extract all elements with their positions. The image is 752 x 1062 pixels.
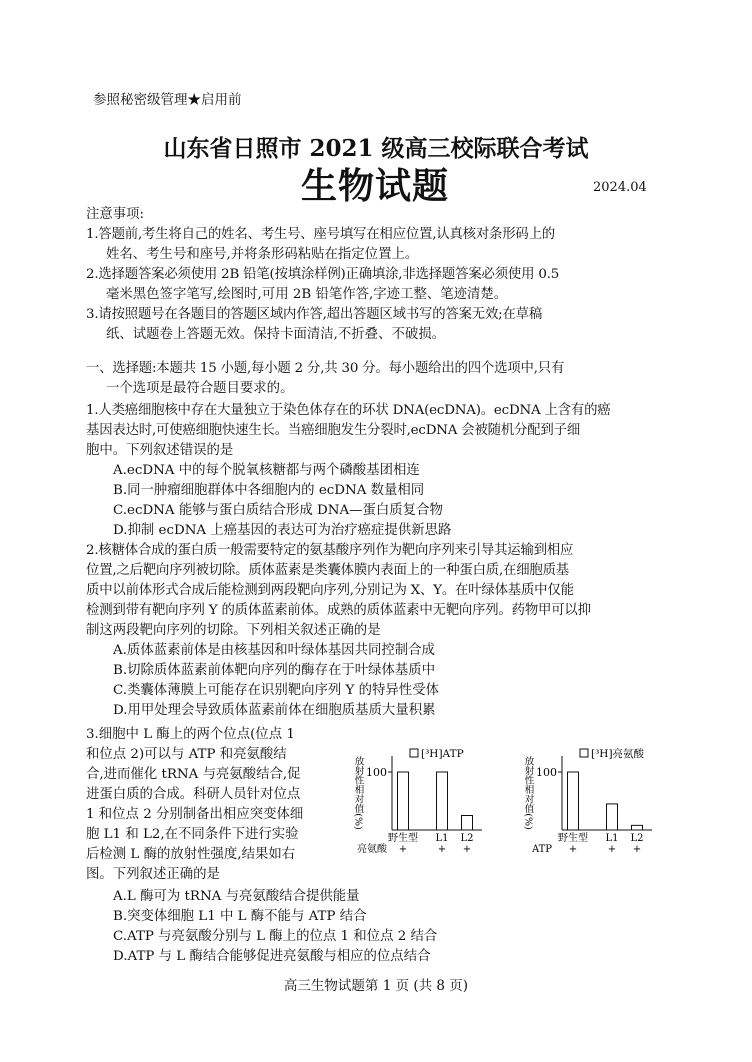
notice-item-2-line-2: 毫米黑色签字笔写,绘图时,可用 2B 铅笔作答,字迹工整、笔迹清楚。 bbox=[106, 287, 508, 302]
notice-item-3-line-1: 3.请按照题号在各题目的答题区域内作答,超出答题区域书写的答案无效;在草稿 bbox=[86, 307, 543, 322]
q3-stem-line-4: 进蛋白质的合成。科研人员针对位点 bbox=[86, 787, 301, 802]
q1-stem-line-2: 基因表达时,可使癌细胞快速生长。当癌细胞发生分裂时,ecDNA 会被随机分配到子细 bbox=[86, 423, 581, 438]
x-tick-label: L2 bbox=[460, 833, 474, 844]
q2-stem-line-4: 检测到带有靶向序列 Y 的质体蓝素前体。成熟的质体蓝素中无靶向序列。药物甲可以抑 bbox=[86, 603, 591, 618]
q2-option-d: D.用甲处理会导致质体蓝素前体在细胞质基质大量积累 bbox=[113, 703, 436, 718]
q2-stem-line-1: 2.核糖体合成的蛋白质一般需要特定的氨基酸序列作为靶向序列来引导其运输到相应 bbox=[86, 543, 574, 558]
leucine-binding-chart bbox=[520, 746, 670, 868]
q3-option-d: D.ATP 与 L 酶结合能够促进亮氨酸与相应的位点结合 bbox=[113, 949, 431, 964]
q3-option-b: B.突变体细胞 L1 中 L 酶不能与 ATP 结合 bbox=[113, 909, 367, 924]
x-tick-label: 野生型 bbox=[558, 833, 588, 844]
q2-stem-line-5: 制这两段靶向序列的切除。下列相关叙述正确的是 bbox=[86, 623, 381, 638]
q3-stem-line-8: 图。下列叙述正确的是 bbox=[86, 867, 220, 882]
q2-stem-line-3: 质中以前体形式合成后能检测到两段靶向序列,分别记为 X、Y。在叶绿体基质中仅能 bbox=[86, 583, 574, 598]
q1-option-d: D.抑制 ecDNA 上癌基因的表达可为治疗癌症提供新思路 bbox=[113, 523, 452, 538]
bar-L2 bbox=[632, 825, 643, 830]
q1-option-a: A.ecDNA 中的每个脱氧核糖都与两个磷酸基团相连 bbox=[113, 463, 420, 478]
notice-item-2-line-1: 2.选择题答案必须使用 2B 铅笔(按填涂样例)正确填涂,非选择题答案必须使用 0.5 bbox=[86, 267, 560, 282]
bar-野生型 bbox=[398, 772, 409, 830]
legend-label: [³H]ATP bbox=[421, 748, 464, 760]
condition-mark: + bbox=[437, 844, 447, 855]
q2-stem-line-2: 位置,之后靶向序列被切除。质体蓝素是类囊体膜内表面上的一种蛋白质,在细胞质基 bbox=[86, 563, 569, 578]
section-heading-line-1: 一、选择题:本题共 15 小题,每小题 2 分,共 30 分。每小题给出的四个选项中,只有 bbox=[86, 361, 565, 376]
q3-stem-line-1: 3.细胞中 L 酶上的两个位点(位点 1 bbox=[86, 727, 295, 742]
q1-option-b: B.同一肿瘤细胞群体中各细胞内的 ecDNA 数量相同 bbox=[113, 483, 425, 498]
condition-mark: + bbox=[462, 844, 472, 855]
subject-title: 生物试题 bbox=[301, 165, 450, 207]
x-tick-label: L1 bbox=[605, 833, 619, 844]
q1-stem-line-1: 1.人类癌细胞核中存在大量独立于染色体存在的环状 DNA(ecDNA)。ecDNA 上含有的癌 bbox=[86, 403, 611, 418]
y-axis-label: 放射性相对值(%) bbox=[522, 756, 534, 830]
condition-mark: + bbox=[568, 844, 578, 855]
atp-binding-chart bbox=[350, 746, 500, 868]
page-footer: 高三生物试题第 1 页 (共 8 页) bbox=[283, 978, 469, 994]
bar-L1 bbox=[437, 772, 448, 830]
notice-item-1-line-1: 1.答题前,考生将自己的姓名、考生号、座号填写在相应位置,认真核对条形码上的 bbox=[86, 227, 555, 242]
condition-label: ATP bbox=[531, 844, 553, 855]
q3-stem-line-7: 后检测 L 酶的放射性强度,结果如右 bbox=[86, 847, 296, 862]
bar-L2 bbox=[462, 816, 473, 831]
y-tick-label: 100 bbox=[366, 766, 387, 779]
condition-mark: + bbox=[398, 844, 408, 855]
legend-swatch bbox=[410, 749, 418, 757]
section-heading-line-2: 一个选项是最符合题目要求的。 bbox=[106, 381, 294, 396]
q3-option-a: A.L 酶可为 tRNA 与亮氨酸结合提供能量 bbox=[113, 889, 360, 904]
x-tick-label: L1 bbox=[435, 833, 449, 844]
exam-date: 2024.04 bbox=[593, 180, 647, 195]
q2-option-c: C.类囊体薄膜上可能存在识别靶向序列 Y 的特异性受体 bbox=[113, 683, 439, 698]
q1-stem-line-3: 胞中。下列叙述错误的是 bbox=[86, 443, 234, 458]
q3-stem-line-2: 和位点 2)可以与 ATP 和亮氨酸结 bbox=[86, 747, 287, 762]
exam-title: 山东省日照市 2021 级高三校际联合考试 bbox=[163, 135, 589, 162]
condition-mark: + bbox=[607, 844, 617, 855]
y-tick-label: 100 bbox=[536, 766, 557, 779]
legend-swatch bbox=[580, 749, 588, 757]
bar-L1 bbox=[607, 804, 618, 830]
q2-option-a: A.质体蓝素前体是由核基因和叶绿体基因共同控制合成 bbox=[113, 643, 435, 658]
x-tick-label: L2 bbox=[630, 833, 644, 844]
q3-stem-line-6: 胞 L1 和 L2,在不同条件下进行实验 bbox=[86, 827, 299, 842]
bar-野生型 bbox=[568, 772, 579, 830]
x-tick-label: 野生型 bbox=[388, 833, 418, 844]
q3-stem-line-3: 合,进而催化 tRNA 与亮氨酸结合,促 bbox=[86, 767, 301, 782]
q1-option-c: C.ecDNA 能够与蛋白质结合形成 DNA—蛋白质复合物 bbox=[113, 503, 443, 518]
condition-label: 亮氨酸 bbox=[357, 844, 387, 855]
y-axis-label: 放射性相对值(%) bbox=[352, 756, 364, 830]
notice-heading: 注意事项: bbox=[86, 207, 145, 222]
confidentiality-note: 参照秘密级管理★启用前 bbox=[93, 92, 242, 108]
notice-item-3-line-2: 纸、试题卷上答题无效。保持卡面清洁,不折叠、不破损。 bbox=[106, 327, 446, 342]
notice-item-1-line-2: 姓名、考生号和座号,并将条形码粘贴在指定位置上。 bbox=[106, 247, 419, 262]
q3-option-c: C.ATP 与亮氨酸分别与 L 酶上的位点 1 和位点 2 结合 bbox=[113, 929, 438, 944]
q3-stem-line-5: 1 和位点 2 分别制备出相应突变体细 bbox=[86, 807, 304, 822]
legend-label: [³H]亮氨酸 bbox=[591, 748, 645, 760]
condition-mark: + bbox=[632, 844, 642, 855]
q2-option-b: B.切除质体蓝素前体靶向序列的酶存在于叶绿体基质中 bbox=[113, 663, 436, 678]
